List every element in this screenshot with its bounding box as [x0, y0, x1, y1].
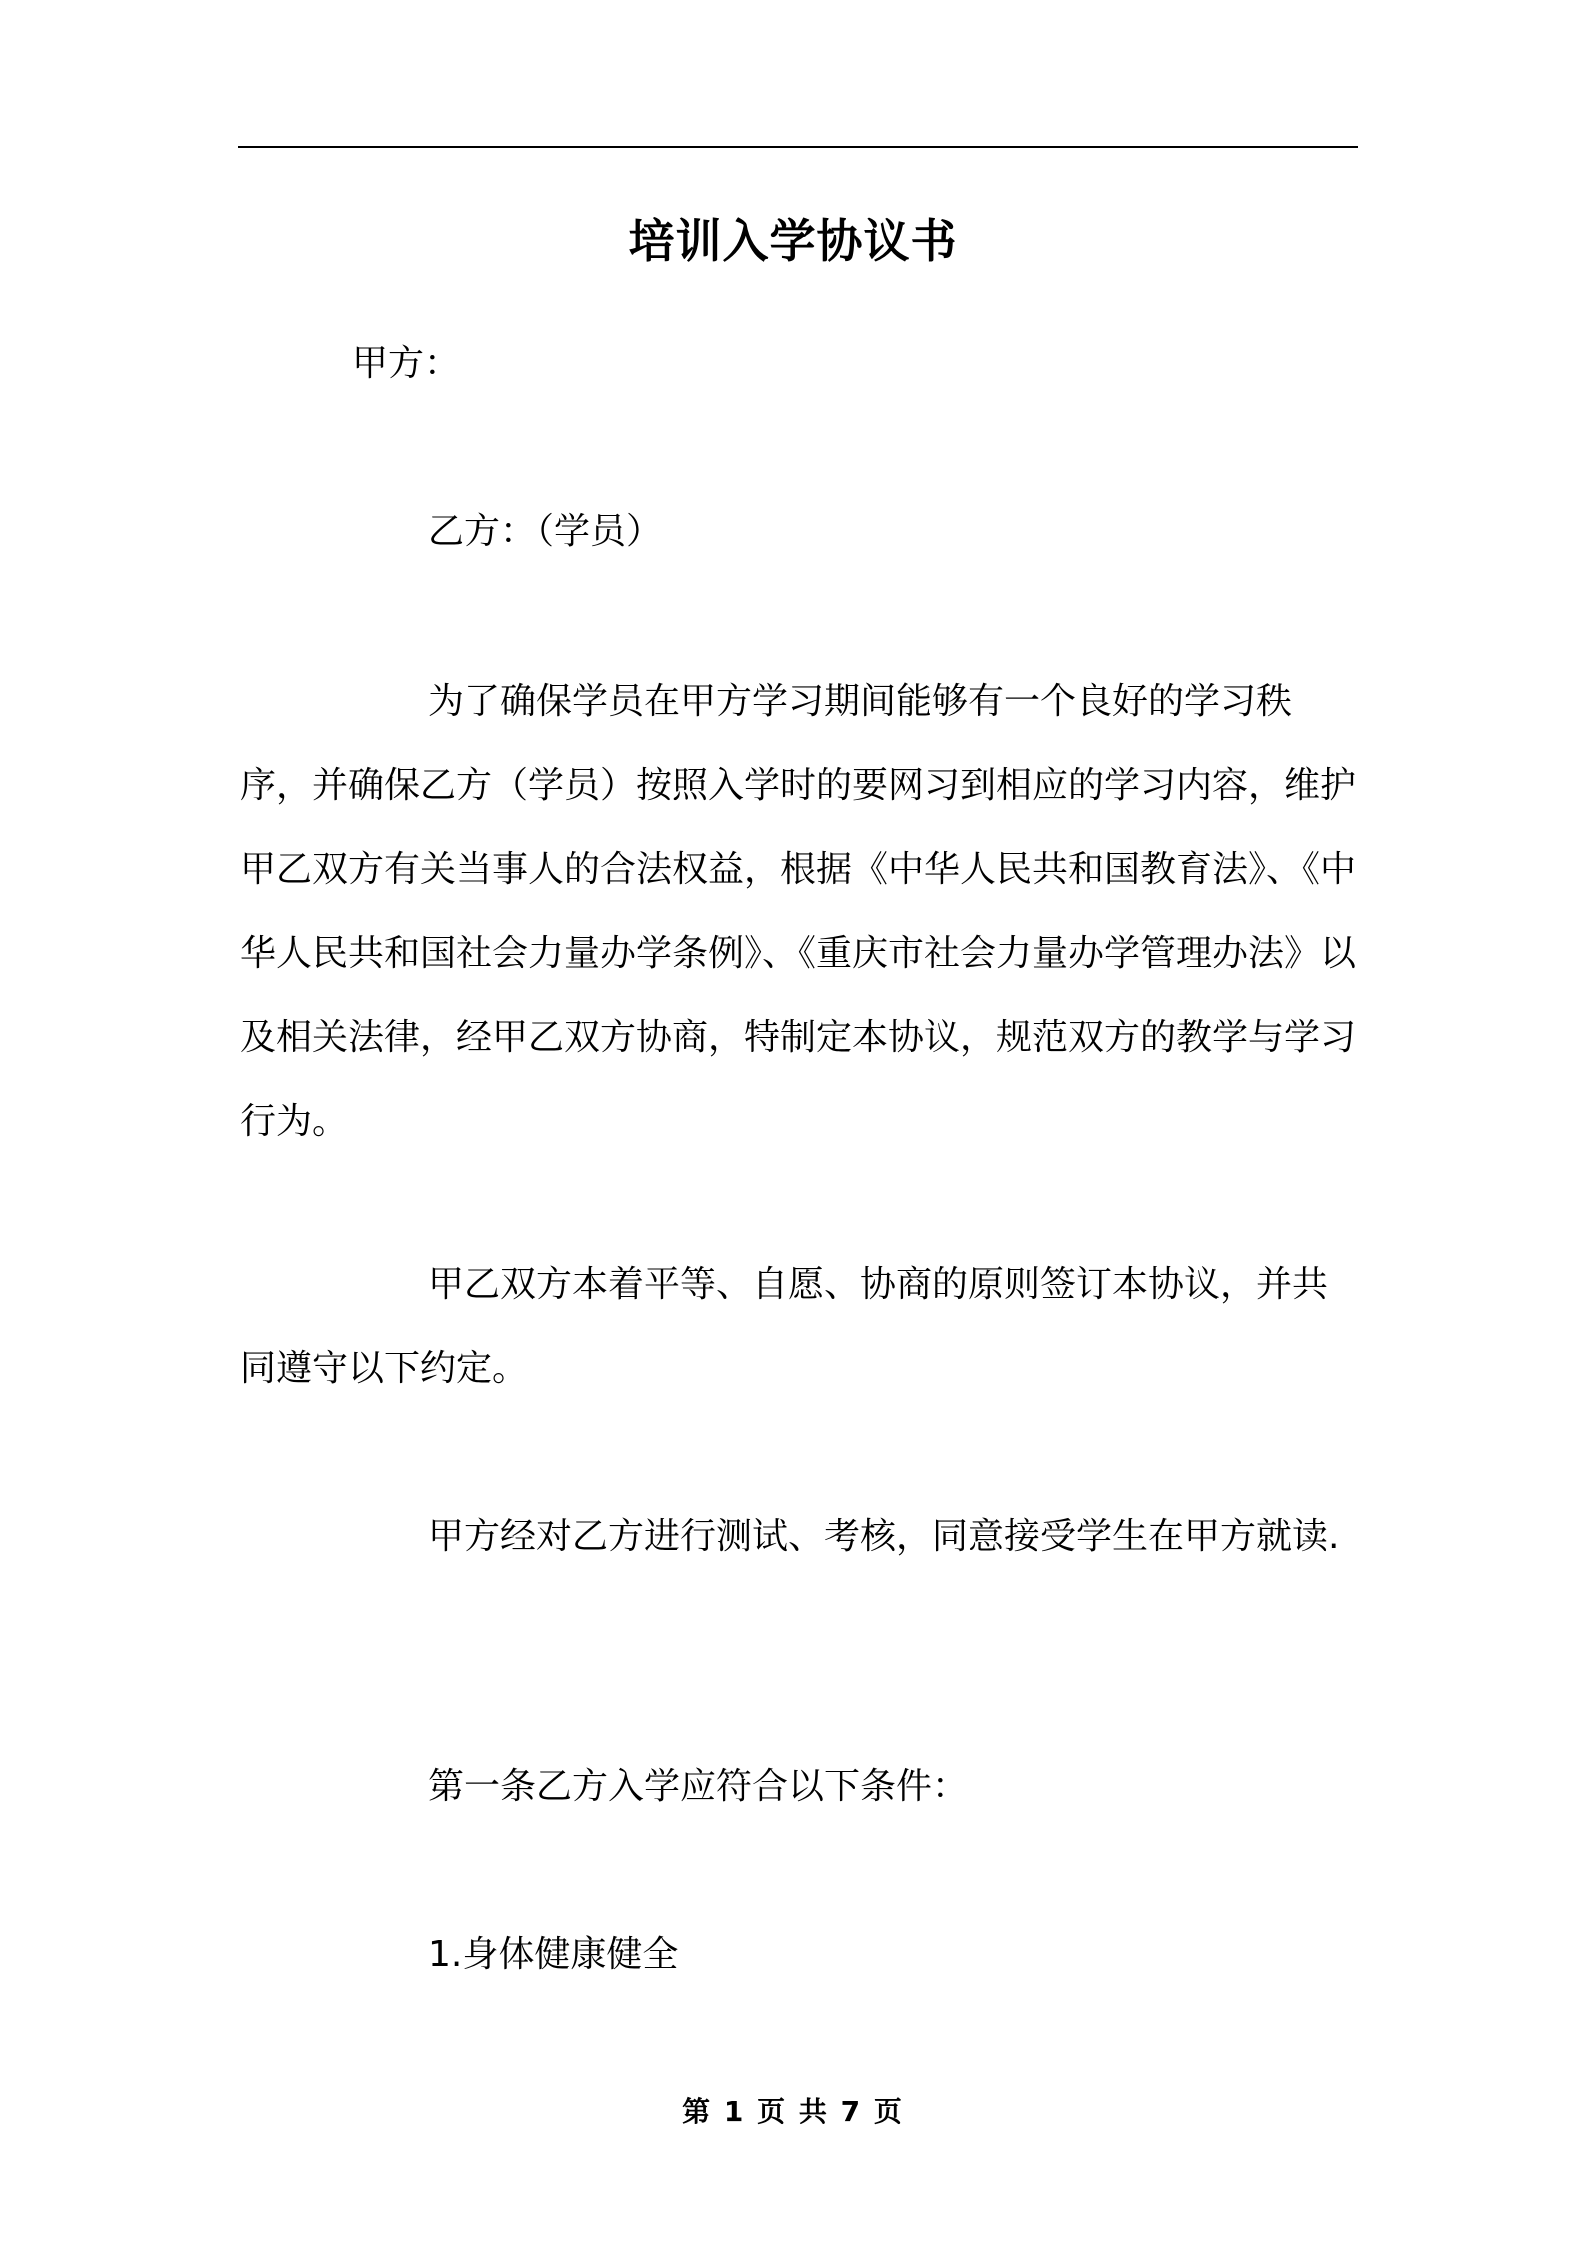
header-rule	[238, 146, 1358, 148]
party-a-label: 甲方：	[352, 343, 461, 384]
paragraph-principle: 甲乙双方本着平等、自愿、协商的原则签订本协议，并共同遵守以下约定。	[240, 1264, 1329, 1389]
page-number: 第 1 页 共 7 页	[682, 2095, 904, 2128]
party-b-label: 乙方：（学员）	[428, 511, 663, 552]
clause-1-item-1: 1.身体健康健全	[428, 1934, 679, 1975]
clause-1-heading: 第一条乙方入学应符合以下条件：	[428, 1766, 969, 1807]
paragraph-purpose: 为了确保学员在甲方学习期间能够有一个良好的学习秩序，并确保乙方（学员）按照入学时的要网习到相应的学习内容，维护甲乙双方有关当事人的合法权益，根据《中华人民共和国教育法》、《中华人民共和国社会力量办学条例》、《重庆市社会力量办学管理办法》以及相关法律，经甲乙双方协商，特制定本协议，规范双方的教学与学习行为。	[240, 681, 1357, 1142]
paragraph-acceptance: 甲方经对乙方进行测试、考核，同意接受学生在甲方就读.	[428, 1516, 1340, 1557]
document-title: 培训入学协议书	[628, 214, 958, 268]
